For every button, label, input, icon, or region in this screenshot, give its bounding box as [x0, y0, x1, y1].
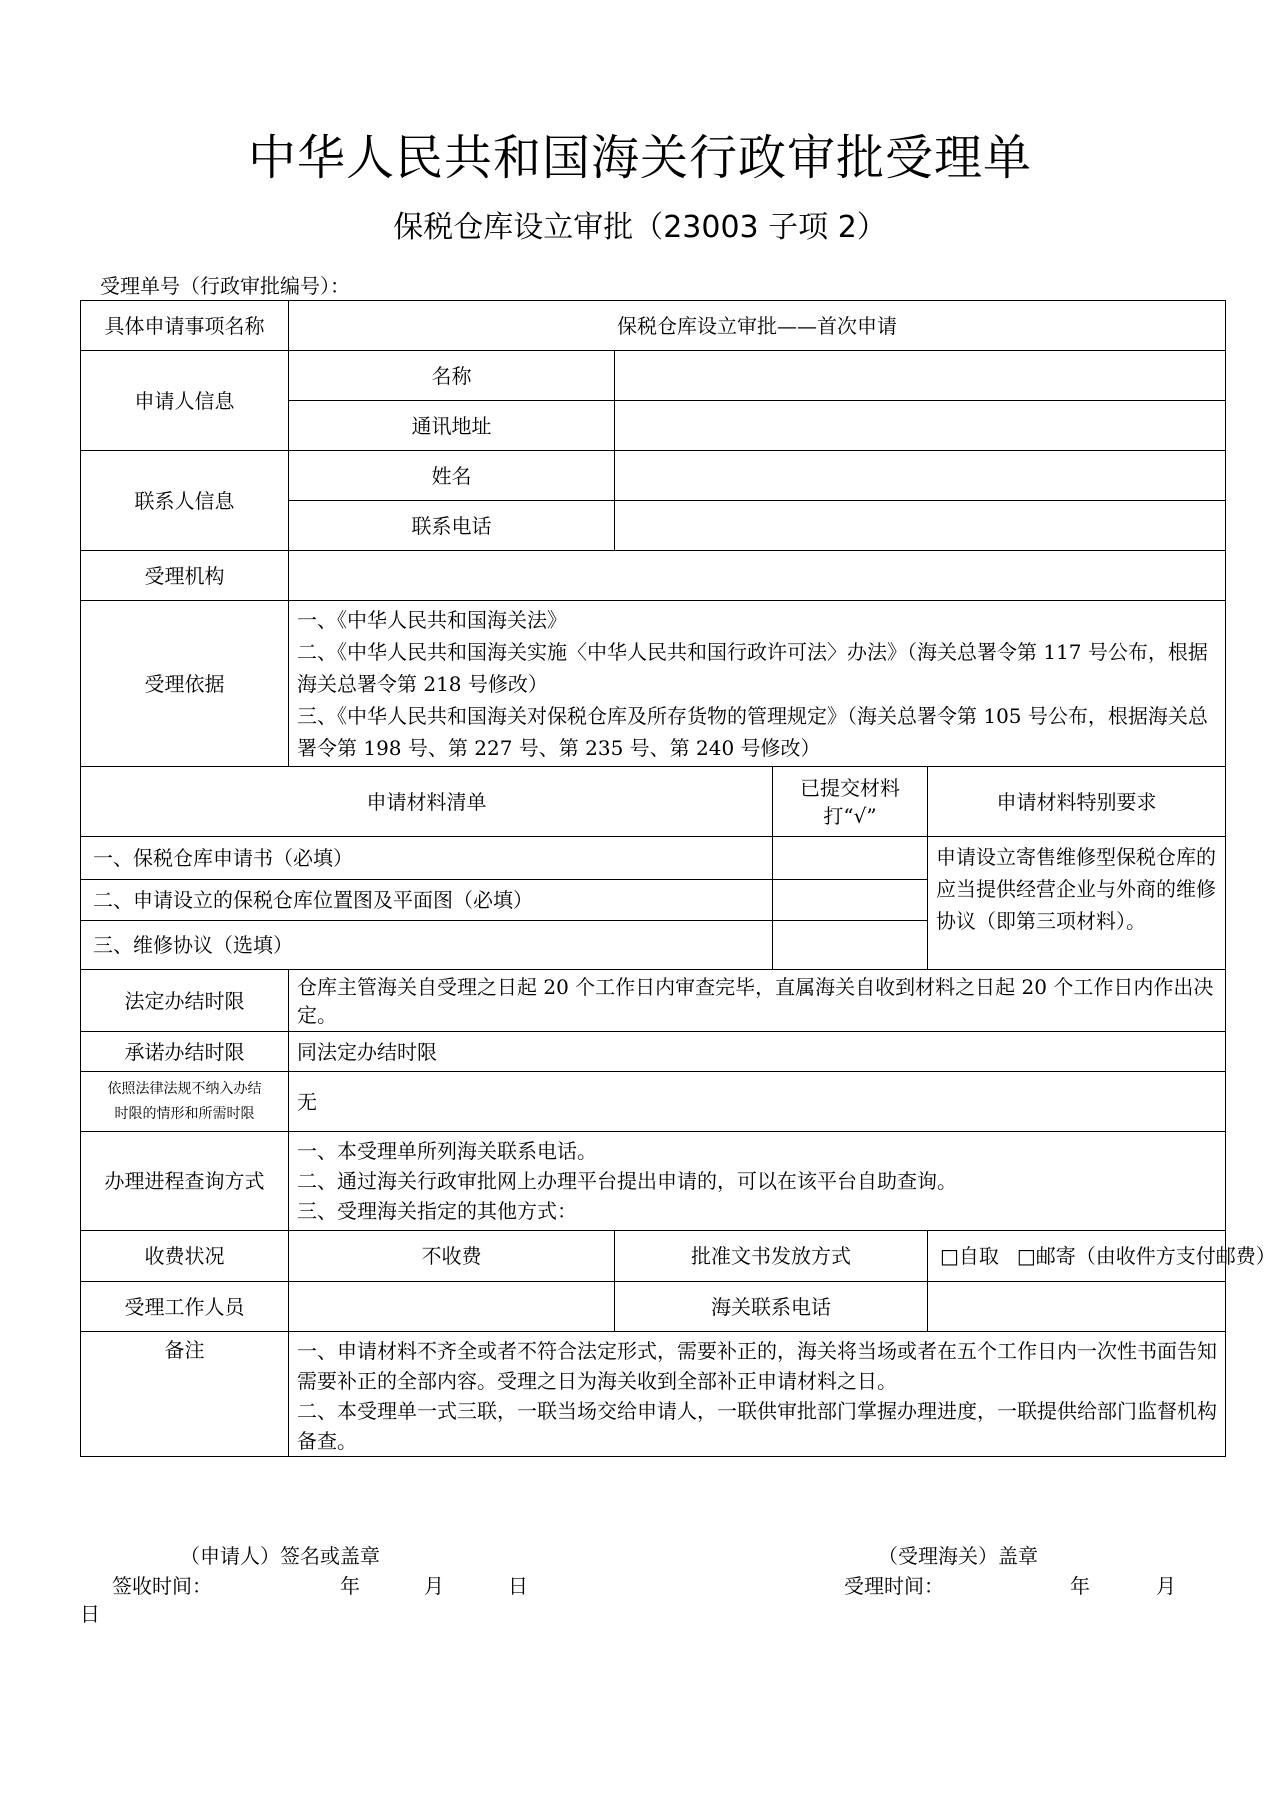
- promised-time-limit-label: 承诺办结时限: [81, 1032, 289, 1072]
- query-line-1: 一、本受理单所列海关联系电话。: [297, 1139, 597, 1163]
- applicant-name-field[interactable]: [615, 351, 1226, 401]
- self-pickup-checkbox[interactable]: □自取: [940, 1244, 999, 1268]
- contact-info-label: 联系人信息: [81, 451, 289, 551]
- accepting-office-field[interactable]: [289, 551, 1226, 601]
- customs-phone-field[interactable]: [928, 1282, 1226, 1332]
- remark-line-1: 一、申请材料不齐全或者不符合法定形式，需要补正的，海关将当场或者在五个工作日内一次性书面告知需要补正的全部内容。受理之日为海关收到全部补正申请材料之日。: [297, 1339, 1217, 1393]
- material-item-1: 一、保税仓库申请书（必填）: [81, 837, 773, 880]
- application-form-table: [80, 300, 1276, 1457]
- legal-time-limit-value: 仓库主管海关自受理之日起 20 个工作日内审查完毕，直属海关自收到材料之日起 20 个工作日内作出决定。: [289, 970, 1226, 1032]
- accept-month-label: 月: [1156, 1574, 1176, 1598]
- basis-line-3: 三、《中华人民共和国海关对保税仓库及所存货物的管理规定》（海关总署令第 105 号公布，根据海关总署令第 198 号、第 227 号、第 235 号、第 240 号修改）: [297, 703, 1208, 760]
- material-item-3: 三、维修协议（选填）: [81, 921, 773, 970]
- applicant-info-label: 申请人信息: [81, 351, 289, 451]
- remarks-label: 备注: [81, 1332, 289, 1457]
- contact-name-label: 姓名: [289, 451, 615, 501]
- query-line-2: 二、通过海关行政审批网上办理平台提出申请的，可以在该平台自助查询。: [297, 1169, 957, 1193]
- receive-day-label: 日: [508, 1574, 528, 1598]
- legal-time-limit-label: 法定办结时限: [81, 970, 289, 1032]
- mail-checkbox[interactable]: □邮寄（由收件方支付邮费）: [1016, 1244, 1276, 1268]
- remark-line-2: 二、本受理单一式三联，一联当场交给申请人，一联供审批部门掌握办理进度，一联提供给部门监督机构备查。: [297, 1399, 1217, 1453]
- item-name-label: 具体申请事项名称: [81, 301, 289, 351]
- receive-year-label: 年: [340, 1574, 360, 1598]
- customs-phone-label: 海关联系电话: [615, 1282, 928, 1332]
- basis-content: [289, 601, 1226, 767]
- special-requirements-header: 申请材料特别要求: [928, 767, 1226, 837]
- materials-header: 申请材料清单: [81, 767, 773, 837]
- staff-label: 受理工作人员: [81, 1282, 289, 1332]
- accepting-office-label: 受理机构: [81, 551, 289, 601]
- basis-label: 受理依据: [81, 601, 289, 767]
- reference-number-label: 受理单号（行政审批编号）：: [100, 274, 350, 298]
- accept-day-label: 日: [80, 1602, 100, 1626]
- promised-time-limit-value: 同法定办结时限: [289, 1032, 1226, 1072]
- progress-query-content: [289, 1132, 1226, 1231]
- progress-query-label: 办理进程查询方式: [81, 1132, 289, 1231]
- excluded-time-label: 依照法律法规不纳入办结 时限的情形和所需时限: [81, 1072, 289, 1132]
- page-subtitle: 保税仓库设立审批（23003 子项 2）: [393, 210, 887, 245]
- page-title: 中华人民共和国海关行政审批受理单: [247, 130, 1032, 186]
- applicant-signature-label: （申请人）签名或盖章: [180, 1544, 380, 1568]
- remarks-content: [289, 1332, 1226, 1457]
- fee-status-value: 不收费: [289, 1231, 615, 1282]
- contact-phone-field[interactable]: [615, 501, 1226, 551]
- submitted-header: 已提交材料 打“√”: [773, 767, 928, 837]
- basis-line-1: 一、《中华人民共和国海关法》: [297, 607, 567, 632]
- item-name-value: 保税仓库设立审批——首次申请: [289, 301, 1226, 351]
- applicant-address-label: 通讯地址: [289, 401, 615, 451]
- query-line-3: 三、受理海关指定的其他方式：: [297, 1199, 577, 1223]
- contact-phone-label: 联系电话: [289, 501, 615, 551]
- accept-time-label: 受理时间：: [844, 1574, 944, 1598]
- material-3-checkbox[interactable]: [773, 921, 928, 970]
- receive-time-label: 签收时间：: [112, 1574, 212, 1598]
- basis-line-2: 二、《中华人民共和国海关实施〈中华人民共和国行政许可法〉办法》（海关总署令第 117 号公布，根据海关总署令第 218 号修改）: [297, 639, 1208, 696]
- staff-field[interactable]: [289, 1282, 615, 1332]
- special-requirement-text: 申请设立寄售维修型保税仓库的应当提供经营企业与外商的维修协议（即第三项材料）。: [928, 837, 1226, 970]
- applicant-address-field[interactable]: [615, 401, 1226, 451]
- fee-status-label: 收费状况: [81, 1231, 289, 1282]
- delivery-method-label: 批准文书发放方式: [615, 1231, 928, 1282]
- receive-month-label: 月: [424, 1574, 444, 1598]
- material-item-2: 二、申请设立的保税仓库位置图及平面图（必填）: [81, 880, 773, 921]
- material-2-checkbox[interactable]: [773, 880, 928, 921]
- contact-name-field[interactable]: [615, 451, 1226, 501]
- customs-seal-label: （受理海关）盖章: [878, 1544, 1038, 1568]
- material-1-checkbox[interactable]: [773, 837, 928, 880]
- accept-year-label: 年: [1070, 1574, 1090, 1598]
- delivery-method-options: [928, 1231, 1276, 1282]
- applicant-name-label: 名称: [289, 351, 615, 401]
- excluded-time-value: 无: [289, 1072, 1226, 1132]
